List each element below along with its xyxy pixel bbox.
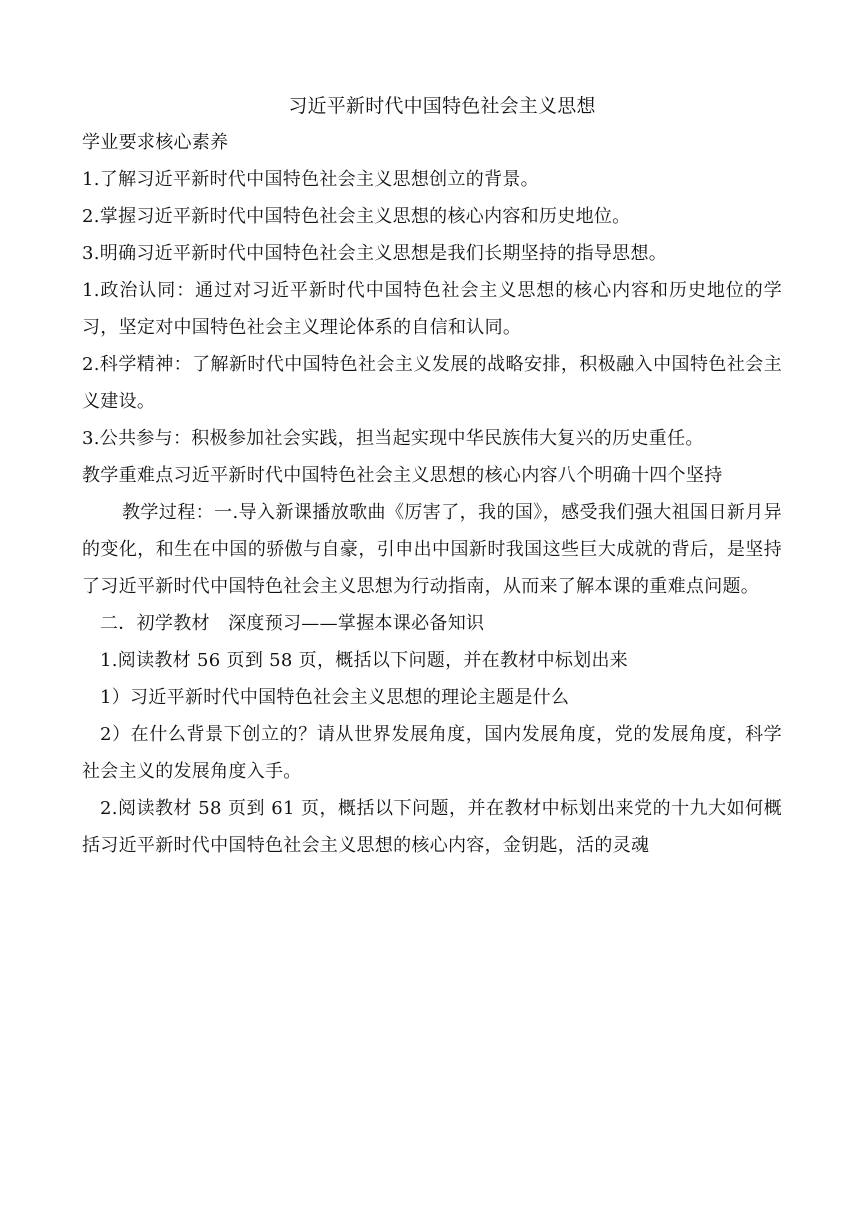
question-2: 2）在什么背景下创立的？请从世界发展角度，国内发展角度，党的发展角度，科学社会主义的发展角度入手。 xyxy=(82,724,782,782)
competency-political-identity: 1.政治认同：通过对习近平新时代中国特色社会主义思想的核心内容和历史地位的学习，坚定对中国特色社会主义理论体系的自信和认同。 xyxy=(82,280,782,338)
teaching-key-points: 教学重难点习近平新时代中国特色社会主义思想的核心内容八个明确十四个坚持 xyxy=(82,465,723,486)
reading-task-2: 2.阅读教材 58 页到 61 页，概括以下问题，并在教材中标划出来党的十九大如何概括习近平新时代中国特色社会主义思想的核心内容，金钥匙，活的灵魂 xyxy=(82,798,782,856)
teaching-process-intro: 教学过程：一.导入新课播放歌曲《厉害了，我的国》，感受我们强大祖国日新月异的变化，和生在中国的骄傲与自豪，引申出中国新时我国这些巨大成就的背后，是坚持了习近平新时代中国特色社会主义思想为行动指南，从而来了解本课的重难点问题。 xyxy=(82,502,782,597)
section-heading-learning-requirements: 学业要求核心素养 xyxy=(82,132,229,153)
reading-task-1: 1.阅读教材 56 页到 58 页，概括以下问题，并在教材中标划出来 xyxy=(100,650,629,671)
question-1: 1）习近平新时代中国特色社会主义思想的理论主题是什么 xyxy=(100,687,570,708)
requirement-item-2: 2.掌握习近平新时代中国特色社会主义思想的核心内容和历史地位。 xyxy=(82,206,631,227)
competency-public-participation: 3.公共参与：积极参加社会实践，担当起实现中华民族伟大复兴的历史重任。 xyxy=(82,428,704,449)
document-body xyxy=(82,88,782,864)
competency-scientific-spirit: 2.科学精神：了解新时代中国特色社会主义发展的战略安排，积极融入中国特色社会主义建设。 xyxy=(82,354,782,412)
document-title: 习近平新时代中国特色社会主义思想 xyxy=(288,95,596,117)
requirement-item-3: 3.明确习近平新时代中国特色社会主义思想是我们长期坚持的指导思想。 xyxy=(82,243,668,264)
requirement-item-1: 1.了解习近平新时代中国特色社会主义思想创立的背景。 xyxy=(82,169,539,190)
section-heading-preview: 二．初学教材 深度预习——掌握本课必备知识 xyxy=(100,613,485,634)
